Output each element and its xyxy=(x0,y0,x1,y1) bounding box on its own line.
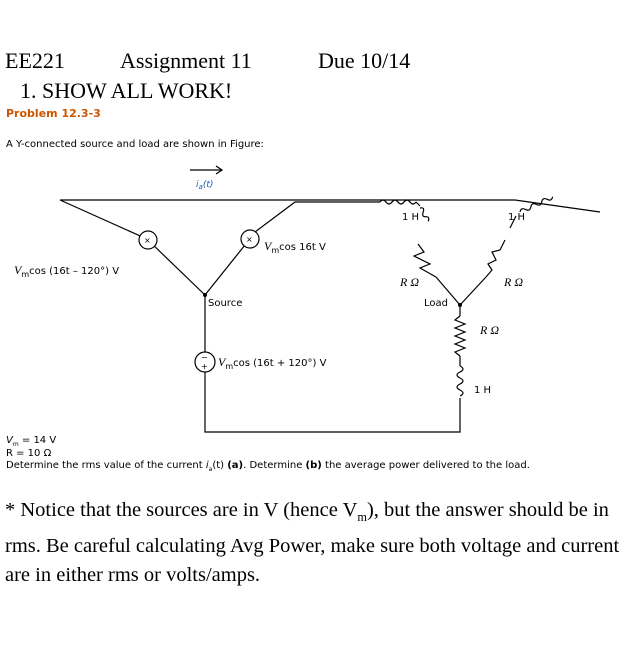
circuit-diagram xyxy=(0,160,633,435)
question-text: Determine the rms value of the current $i_a(t)$ (a). Determine (b) the average power delivered to the load. xyxy=(6,460,530,473)
resistor-label-a: R Ω xyxy=(400,275,420,289)
assignment-title: Assignment 11 xyxy=(120,48,252,73)
inductor-label-a: 1 H xyxy=(402,212,420,223)
source-left-label: $V_m\cos$ (16t – 120°) V xyxy=(14,263,120,279)
problem-title: Problem 12.3-3 xyxy=(6,107,101,120)
course-code: EE221 xyxy=(5,48,65,73)
given-vm: $V_m = 14$ V xyxy=(6,435,57,448)
source-left-icon xyxy=(139,231,157,249)
inductor-label-b: 1 H xyxy=(508,212,526,223)
svg-text:+: + xyxy=(201,362,208,371)
source-node-label: Source xyxy=(208,298,243,309)
resistor-label-b: R Ω xyxy=(504,275,524,289)
notice-text: * Notice that the sources are in V (hence $V_m$), but the answer should be in rms. Be careful calculating Avg Power, make sure both voltage and current are in either rms or volts/amps. xyxy=(5,499,620,587)
source-top-label: $V_m\cos$ 16t V xyxy=(264,239,326,255)
source-bottom-icon xyxy=(195,352,215,372)
due-date: Due 10/14 xyxy=(318,48,411,73)
svg-text:−: − xyxy=(201,353,208,362)
svg-text:×: × xyxy=(144,236,151,245)
current-label: $i_a(t)$ xyxy=(196,180,214,191)
inductor-label-c: 1 H xyxy=(474,385,492,396)
problem-intro: A Y-connected source and load are shown in Figure: xyxy=(6,139,264,150)
source-top-icon xyxy=(241,230,259,248)
given-r: R = 10 Ω xyxy=(6,448,52,459)
source-bottom-label: $V_m\cos$ (16t + 120°) V xyxy=(218,355,327,371)
svg-text:×: × xyxy=(246,235,253,244)
load-node-label: Load xyxy=(424,298,448,309)
resistor-label-c: R Ω xyxy=(480,323,500,337)
show-work-instruction: 1. SHOW ALL WORK! xyxy=(20,78,233,103)
